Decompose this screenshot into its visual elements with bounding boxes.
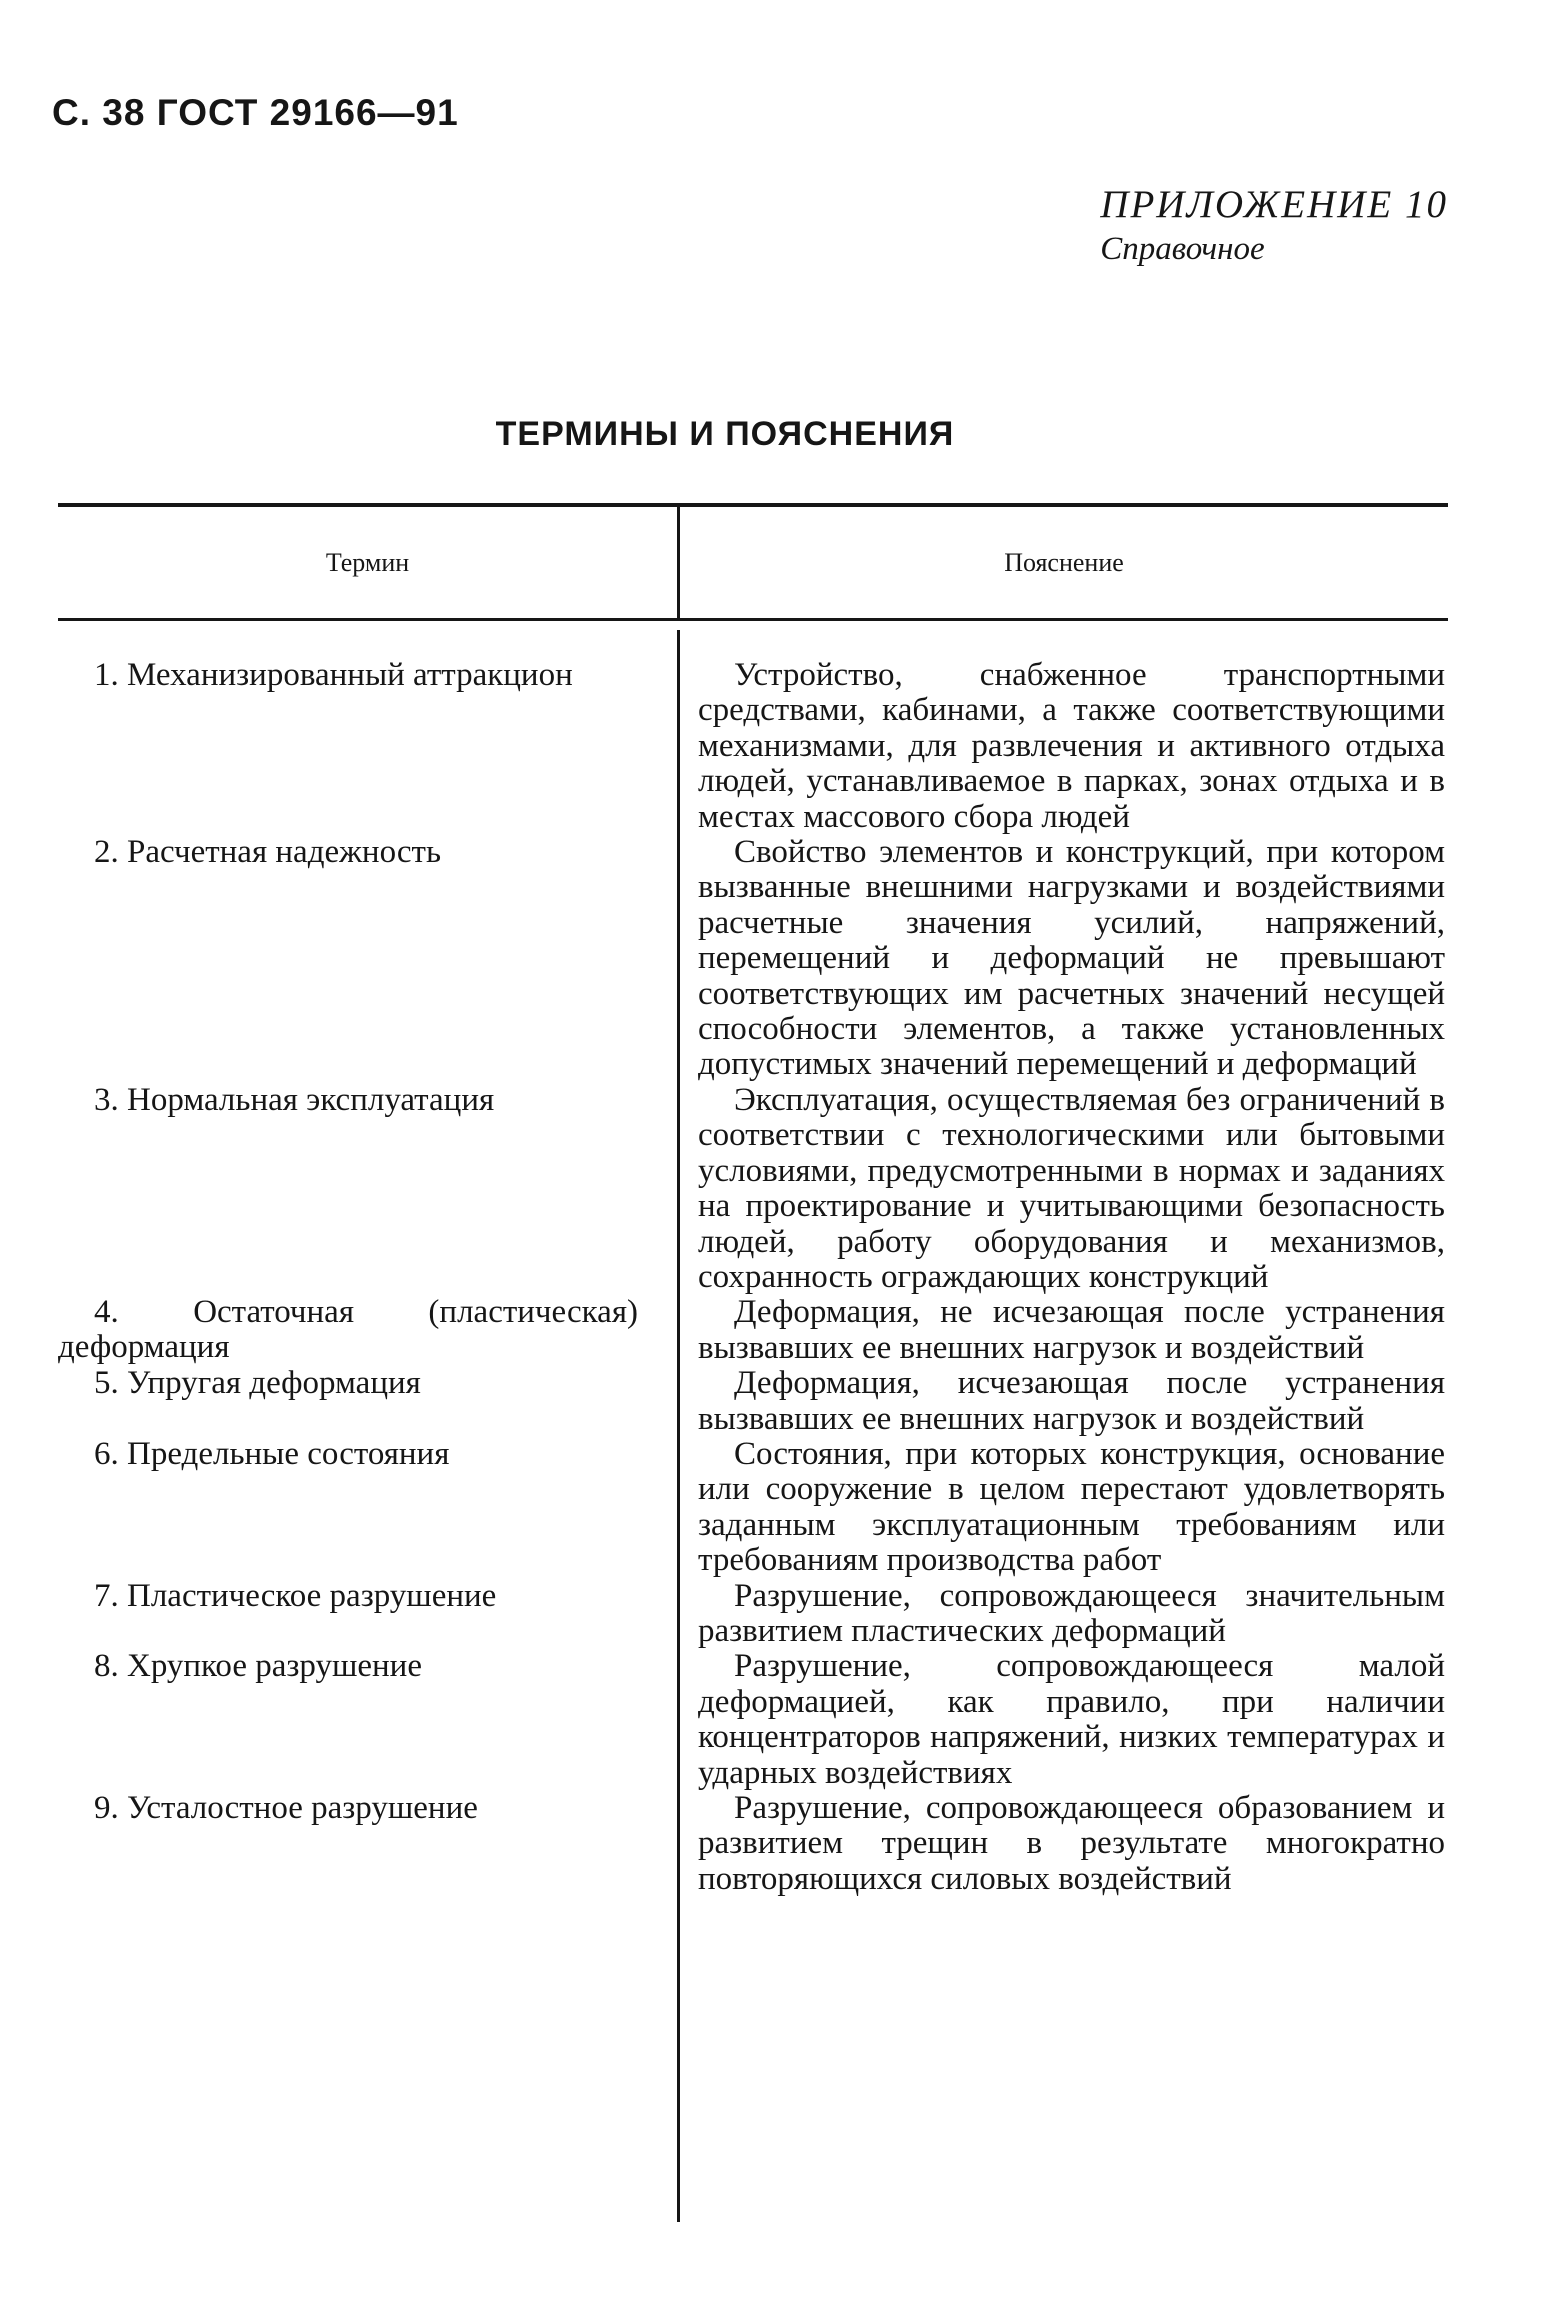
- term-cell: 4. Остаточная (пластическая) деформация: [58, 1294, 638, 1366]
- explanation-cell: Разрушение, сопровождающееся значительным развитием пластических деформаций: [698, 1577, 1445, 1649]
- page-header: С. 38 ГОСТ 29166—91: [52, 92, 459, 133]
- term-cell: 6. Предельные состояния: [94, 1435, 450, 1472]
- table-row: [0, 835, 1550, 1083]
- term-cell: 5. Упругая деформация: [94, 1365, 421, 1402]
- term-cell: 1. Механизированный аттракцион: [94, 657, 573, 693]
- table-row: [0, 1649, 1550, 1791]
- appendix-subtitle: Справочное: [1100, 231, 1265, 267]
- table-row: [0, 1083, 1550, 1295]
- table-row: [0, 1437, 1550, 1579]
- term-cell: 7. Пластическое разрушение: [94, 1577, 497, 1614]
- table-row: [0, 1791, 1550, 1897]
- column-header-term: Термин: [325, 548, 410, 577]
- terms-table: [0, 658, 1550, 1897]
- table-row: [0, 1579, 1550, 1650]
- explanation-cell: Деформация, исчезающая после устранения вызвавших ее внешних нагрузок и воздействий: [698, 1365, 1445, 1437]
- explanation-cell: Устройство, снабженное транспортными средствами, кабинами, а также соответствующими механизмами, для развлечения и активного отдыха людей, устанавливаемое в парках, зонах отдыха и в местах массового сбора людей: [698, 657, 1445, 835]
- table-header-rule: [58, 618, 1448, 621]
- appendix-title: ПРИЛОЖЕНИЕ 10: [1100, 183, 1448, 226]
- explanation-cell: Деформация, не исчезающая после устранения вызвавших ее внешних нагрузок и воздействий: [698, 1294, 1445, 1366]
- column-header-explanation: Пояснение: [1004, 548, 1124, 577]
- explanation-cell: Состояния, при которых конструкция, основание или сооружение в целом перестают удовлетворять заданным эксплуатационным требованиям или требованиям производства работ: [698, 1435, 1445, 1579]
- explanation-cell: Эксплуатация, осуществляемая без ограничений в соответствии с технологическими или бытовыми условиями, предусмотренными в нормах и заданиях на проектирование и учитывающими безопасность людей, работу оборудования и механизмов, сохранность ограждающих конструкций: [698, 1081, 1445, 1295]
- term-cell: 3. Нормальная эксплуатация: [94, 1081, 495, 1118]
- explanation-cell: Разрушение, сопровождающееся образованием и развитием трещин в результате многократно повторяющихся силовых воздействий: [698, 1790, 1445, 1897]
- term-cell: 2. Расчетная надежность: [94, 834, 442, 871]
- term-cell: 8. Хрупкое разрушение: [94, 1648, 422, 1685]
- table-row: [0, 658, 1550, 835]
- table-row: [0, 1366, 1550, 1437]
- appendix-block: [1100, 182, 1448, 268]
- document-title: ТЕРМИНЫ И ПОЯСНЕНИЯ: [495, 415, 955, 453]
- table-top-rule: [58, 503, 1448, 507]
- term-cell: 9. Усталостное разрушение: [94, 1790, 478, 1826]
- explanation-cell: Разрушение, сопровождающееся малой деформацией, как правило, при наличии концентраторов напряжений, низких температурах и ударных воздействиях: [698, 1648, 1445, 1791]
- table-row: [0, 1295, 1550, 1366]
- explanation-cell: Свойство элементов и конструкций, при котором вызванные внешними нагрузками и воздействиями расчетные значения усилий, напряжений, перемещений и деформаций не превышают соответствующих им расчетных значений несущей способности элементов, а также установленных допустимых значений перемещений и деформаций: [698, 834, 1445, 1083]
